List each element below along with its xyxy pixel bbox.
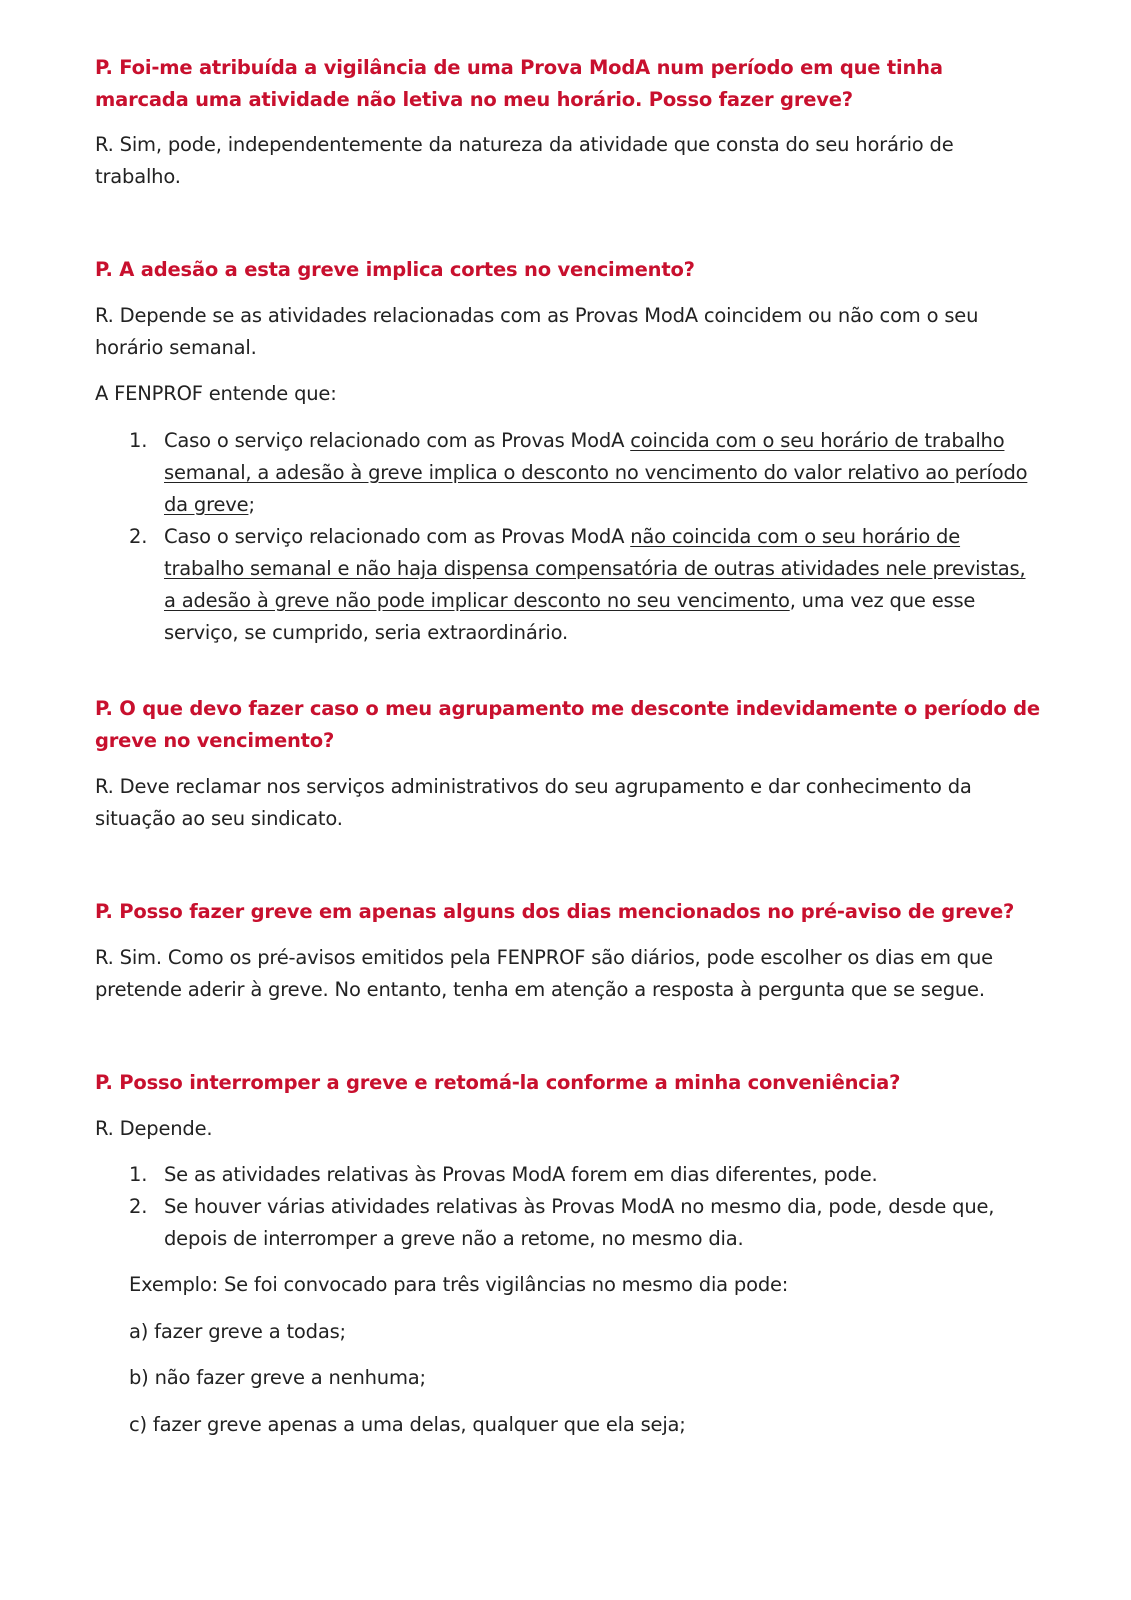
list-item <box>95 521 1040 649</box>
answer-text: R. Sim. Como os pré-avisos emitidos pela FENPROF são diários, pode escolher os dias em que pretende aderir à greve. No entanto, tenha em atenção a resposta à pergunta que se segue. <box>95 946 993 1001</box>
faq-answer-1 <box>95 129 1040 193</box>
faq-section-2 <box>95 254 1040 286</box>
list-number: 1. <box>129 1163 148 1186</box>
faq-section-5 <box>95 1067 1040 1099</box>
example-text: Exemplo: Se foi convocado para três vigilâncias no mesmo dia pode: <box>129 1273 789 1296</box>
question-heading: P. A adesão a esta greve implica cortes no vencimento? <box>95 258 695 281</box>
answer-text: R. Sim, pode, independentemente da natureza da atividade que consta do seu horário de trabalho. <box>95 133 954 188</box>
list-text: Caso o serviço relacionado com as Provas ModA <box>164 429 631 452</box>
answer-text: R. Depende. <box>95 1117 213 1140</box>
list-text: ; <box>248 493 255 516</box>
faq-answer-2 <box>95 300 1040 364</box>
question-heading: P. Posso fazer greve em apenas alguns dos dias mencionados no pré-aviso de greve? <box>95 900 1015 923</box>
example-intro <box>95 1269 1074 1301</box>
list-text: Se houver várias atividades relativas às Provas ModA no mesmo dia, pode, desde que, depois de interromper a greve não a retome, no mesmo dia. <box>164 1195 995 1250</box>
faq-answer-3 <box>95 771 1040 835</box>
faq-answer-5 <box>95 1113 1040 1145</box>
answer-text: R. Deve reclamar nos serviços administrativos do seu agrupamento e dar conhecimento da situação ao seu sindicato. <box>95 775 972 830</box>
list-number: 2. <box>129 1195 148 1218</box>
list-text: Caso o serviço relacionado com as Provas ModA <box>164 525 631 548</box>
numbered-list <box>95 1159 1040 1255</box>
list-number: 1. <box>129 429 148 452</box>
option-text: b) não fazer greve a nenhuma; <box>129 1366 426 1389</box>
list-number: 2. <box>129 525 148 548</box>
list-item <box>95 1159 1040 1191</box>
faq-section-1 <box>95 52 1040 116</box>
underlined-text: não coincida com o seu horário de trabalho semanal e não haja dispensa compensatória de outras atividades nele previstas, a adesão à greve não pode implicar desconto no seu vencimento <box>164 525 1026 612</box>
answer-text: R. Depende se as atividades relacionadas com as Provas ModA coincidem ou não com o seu horário semanal. <box>95 304 979 359</box>
question-heading: P. Foi-me atribuída a vigilância de uma Prova ModA num período em que tinha marcada uma atividade não letiva no meu horário. Posso fazer greve? <box>95 56 943 111</box>
option-b <box>95 1362 1074 1394</box>
option-text: a) fazer greve a todas; <box>129 1320 346 1343</box>
numbered-list <box>95 425 1040 649</box>
fenprof-intro <box>95 378 1040 410</box>
list-text: , uma vez que esse serviço, se cumprido, seria extraordinário. <box>164 589 976 644</box>
list-item <box>95 425 1040 521</box>
question-heading: P. O que devo fazer caso o meu agrupamento me desconte indevidamente o período de greve no vencimento? <box>95 697 1040 752</box>
question-heading: P. Posso interromper a greve e retomá-la conforme a minha conveniência? <box>95 1071 901 1094</box>
depende-list <box>95 1159 1040 1255</box>
list-text: Se as atividades relativas às Provas ModA forem em dias diferentes, pode. <box>164 1163 878 1186</box>
faq-section-3 <box>95 693 1040 757</box>
underlined-text: coincida com o seu horário de trabalho semanal, a adesão à greve implica o desconto no vencimento do valor relativo ao período da greve <box>164 429 1028 516</box>
option-c <box>95 1409 1074 1441</box>
option-text: c) fazer greve apenas a uma delas, qualquer que ela seja; <box>129 1413 686 1436</box>
faq-answer-4 <box>95 942 1040 1006</box>
intro-text: A FENPROF entende que: <box>95 382 337 405</box>
faq-section-4 <box>95 896 1040 928</box>
option-a <box>95 1316 1074 1348</box>
list-item <box>95 1191 1040 1255</box>
fenprof-list <box>95 425 1040 649</box>
